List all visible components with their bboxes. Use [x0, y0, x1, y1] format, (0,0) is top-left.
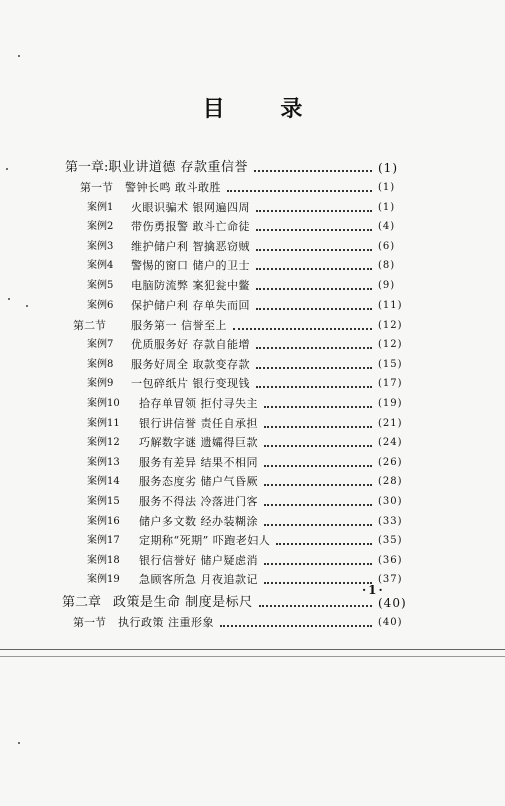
- case-label: 案例7: [87, 339, 114, 351]
- page-number: (26): [378, 456, 403, 468]
- scan-speck: [6, 168, 8, 170]
- case-title: 定期称“死期” 吓跑老妇人: [139, 534, 271, 548]
- toc-entry-case-15: [0, 489, 505, 509]
- page-number: (21): [378, 417, 403, 429]
- page-number: (33): [378, 515, 403, 527]
- toc-entry-case-12: [0, 431, 505, 451]
- page-number: (12): [378, 319, 403, 331]
- case-label: 案例19: [87, 574, 120, 586]
- leader-dots: [233, 328, 372, 330]
- section-title: 服务第一 信誉至上: [131, 318, 227, 332]
- leader-dots: [264, 524, 372, 526]
- scan-speck: [26, 305, 28, 307]
- leader-dots: [264, 406, 372, 408]
- case-label: 案例8: [87, 358, 114, 370]
- page-title: 目 录: [202, 97, 327, 122]
- toc-entry-case-18: [0, 548, 505, 568]
- toc-entry-case-19: [0, 568, 505, 588]
- chapter-title: 职业讲道德 存款重信誉: [108, 160, 249, 175]
- toc-entry-section-1-2: [0, 313, 505, 333]
- toc-entry-chapter-2: [0, 587, 505, 610]
- leader-dots: [276, 543, 372, 545]
- page-number: (1): [378, 201, 396, 213]
- case-label: 案例10: [87, 397, 120, 409]
- case-label: 案例5: [87, 279, 114, 291]
- toc-entry-case-13: [0, 450, 505, 470]
- toc-entry-case-3: [0, 234, 505, 254]
- page-number: (37): [378, 574, 403, 586]
- leader-dots: [259, 605, 372, 607]
- leader-dots: [256, 249, 372, 251]
- case-label: 案例15: [87, 495, 120, 507]
- toc-entry-case-7: [0, 333, 505, 353]
- leader-dots: [256, 268, 372, 270]
- case-label: 案例17: [87, 535, 120, 547]
- leader-dots: [256, 288, 372, 290]
- case-title: 带伤勇报警 敢斗亡命徒: [131, 220, 250, 234]
- leader-dots: [254, 170, 372, 172]
- page-number: (8): [378, 260, 396, 272]
- case-title: 优质服务好 存款自能增: [131, 338, 250, 352]
- page-number: (28): [378, 476, 403, 488]
- page-number: (1): [378, 182, 396, 193]
- case-label: 案例9: [87, 378, 114, 390]
- leader-dots: [264, 445, 372, 447]
- chapter-separator: :: [104, 160, 109, 175]
- case-title: 银行讲信誉 责任自承担: [139, 416, 258, 430]
- page-number: (4): [378, 221, 396, 233]
- case-label: 案例16: [87, 515, 120, 527]
- leader-dots: [256, 229, 372, 231]
- section-label: 第一节: [80, 181, 113, 194]
- leader-dots: [264, 426, 372, 428]
- page-number: (17): [378, 378, 403, 390]
- scan-speck: [18, 55, 20, 57]
- leader-dots: [264, 582, 372, 584]
- case-title: 服务有差异 结果不相同: [139, 455, 258, 469]
- leader-dots: [264, 465, 372, 467]
- chapter-title: 政策是生命 制度是标尺: [113, 595, 253, 611]
- page-folio: ·1·: [362, 583, 385, 597]
- case-title: 服务好周全 取款变存款: [131, 357, 250, 371]
- leader-dots: [264, 484, 372, 486]
- page-number: (15): [378, 358, 403, 370]
- case-label: 案例3: [87, 240, 114, 252]
- page-number: (12): [378, 339, 403, 351]
- case-label: 案例18: [87, 554, 120, 566]
- page-number: (9): [378, 279, 396, 291]
- case-title: 拾存单冒领 拒付寻失主: [139, 396, 258, 410]
- scan-artifact-line: [0, 649, 505, 650]
- case-title: 巧解数字谜 遗孀得巨款: [139, 436, 258, 450]
- page-number: (35): [378, 535, 403, 547]
- page-number: (36): [378, 554, 403, 566]
- case-label: 案例1: [87, 201, 114, 213]
- page-number: (40): [378, 617, 403, 629]
- section-label: 第二节: [73, 318, 106, 332]
- page-number: (24): [378, 437, 403, 449]
- leader-dots: [256, 308, 372, 310]
- page-number: (19): [378, 397, 403, 409]
- leader-dots: [227, 190, 372, 192]
- case-label: 案例12: [87, 437, 120, 449]
- scan-artifact-line: [0, 656, 505, 657]
- toc-entry-chapter-1: [0, 152, 505, 175]
- case-title: 电脑防流弊 案犯瓮中鳖: [131, 278, 250, 292]
- case-label: 案例14: [87, 476, 120, 488]
- leader-dots: [256, 210, 372, 212]
- page-number: (30): [378, 495, 403, 507]
- leader-dots: [220, 625, 372, 627]
- case-label: 案例4: [87, 260, 114, 272]
- scan-speck: [8, 298, 10, 300]
- toc-entry-case-11: [0, 411, 505, 431]
- page-number: (6): [378, 240, 396, 252]
- leader-dots: [256, 386, 372, 388]
- case-title: 维护储户利 智擒恶窃贼: [131, 239, 250, 253]
- section-title: 执行政策 注重形象: [118, 616, 214, 630]
- toc-entry-case-5: [0, 273, 505, 293]
- toc-entry-case-6: [0, 293, 505, 313]
- chapter-label: 第二章: [62, 595, 102, 611]
- scan-speck: [18, 742, 20, 744]
- case-title: 急顾客所急 月夜追款记: [139, 573, 258, 587]
- case-title: 服务态度劣 储户气昏厥: [139, 475, 258, 489]
- toc-entry-case-14: [0, 470, 505, 490]
- case-title: 火眼识骗术 银网遍四周: [131, 200, 250, 214]
- leader-dots: [256, 347, 372, 349]
- leader-dots: [256, 367, 372, 369]
- case-label: 案例13: [87, 456, 120, 468]
- toc-entry-case-1: [0, 195, 505, 215]
- page-number: (11): [378, 299, 403, 311]
- toc-entry-section-1-1: [0, 175, 505, 195]
- toc-entry-case-10: [0, 391, 505, 411]
- case-title: 银行信誉好 储户疑虑消: [139, 553, 258, 567]
- case-title: 储户多文数 经办装糊涂: [139, 514, 258, 528]
- chapter-label: 第一章: [65, 160, 105, 175]
- section-label: 第一节: [73, 616, 106, 630]
- toc-entry-case-4: [0, 254, 505, 274]
- toc-entry-case-9: [0, 372, 505, 392]
- case-title: 警惕的窗口 储户的卫士: [131, 259, 250, 273]
- section-title: 警钟长鸣 敢斗敢胜: [125, 181, 221, 194]
- toc-entry-case-17: [0, 529, 505, 549]
- case-title: 保护储户利 存单失而回: [131, 298, 250, 312]
- page-number: (40): [378, 596, 407, 611]
- table-of-contents: [0, 152, 505, 630]
- toc-entry-case-2: [0, 215, 505, 235]
- case-title: 一包碎纸片 银行变现钱: [131, 377, 250, 391]
- page-number: (1): [378, 161, 398, 175]
- case-label: 案例11: [87, 417, 120, 429]
- case-title: 服务不得法 冷落进门客: [139, 494, 258, 508]
- toc-entry-case-16: [0, 509, 505, 529]
- leader-dots: [264, 563, 372, 565]
- toc-entry-section-2-1: [0, 610, 505, 630]
- leader-dots: [264, 504, 372, 506]
- case-label: 案例6: [87, 299, 114, 311]
- toc-entry-case-8: [0, 352, 505, 372]
- case-label: 案例2: [87, 221, 114, 233]
